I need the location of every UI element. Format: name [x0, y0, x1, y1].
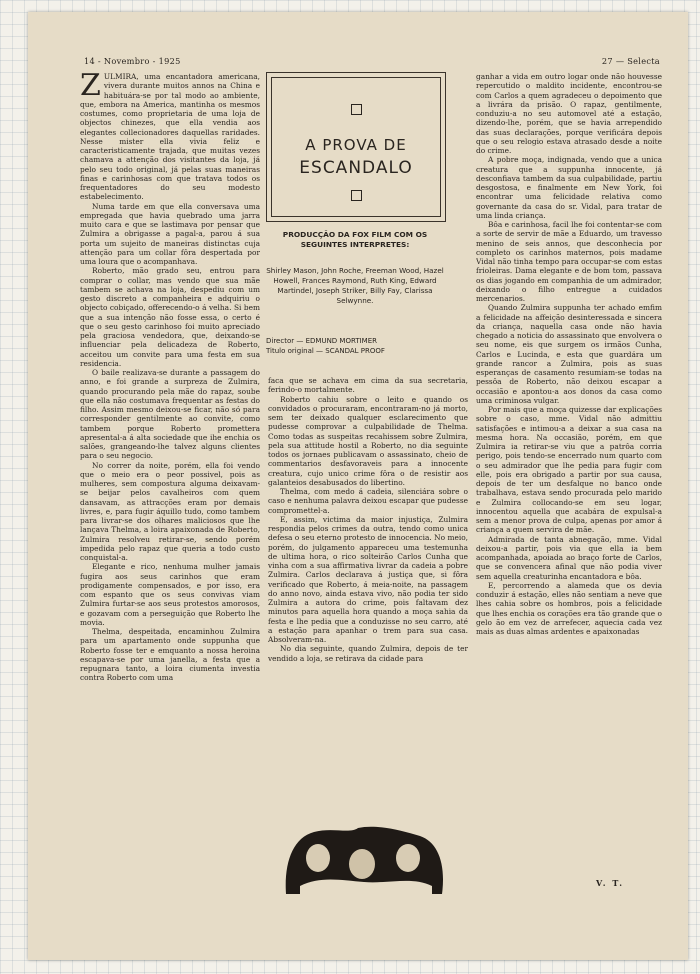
paragraph: A pobre moça, indignada, vendo que a unica creatura que a suppunha innocente, já desconfiava tambem da sua culpabilidade, partiu desgostosa, e finalmente em New York, foi encontrar uma felicidade relativa como governante da casa do sr. Vidal, para tratar de uma linda criança. — [476, 155, 662, 220]
paragraph: O baile realizava-se durante a passagem do anno, e foi grande a surpreza de Zulmira, quando procurando pela mãe do rapaz, soube que ella não costumava frequentar as festas do filho. Assim mesmo deixou-se ficar, não só para corresponder gentilmente ao convite, como tambem porque Roberto promettera apresental-a á alta sociedade que ihe enchia os salões, grangeando-lhe talvez alguns clientes para o seu negocio. — [80, 368, 260, 461]
paragraph: Bôa e carinhosa, facil lhe foi contentar-se com a sorte de servir de mãe a Eduardo, um travesso menino de seis annos, que desconhecia por completo os carinhos maternos, pois madame Vidal não tinha tempo para occupar-se com estas frioleiras. Dama elegante e de bom tom, passava os dias jogando em companhia de um admirador, deixando o filho entregue a cuidados mercenarios. — [476, 220, 662, 303]
drop-cap: Z — [80, 72, 101, 103]
original-title: SCANDAL PROOF — [325, 347, 385, 355]
title-box — [266, 72, 446, 222]
paragraph: Admirada de tanta abnegação, mme. Vidal deixou-a partir, pois via que ella ia bem acompanhada, apoiada ao braço forte de Carlos, que se convencera afinal que não podia viver sem aquella creaturinha encantadora e bôa. — [476, 534, 662, 581]
paragraph: faca que se achava em cima da sua secretaria, ferindo-o mortalmente. — [268, 376, 468, 395]
paragraph: Por mais que a moça quizesse dar explicações sobre o caso, mme. Vidal não admittiu satisfações e intimou-a a deixar a sua casa na mesma hora. Na occasião, porém, em que Zulmira ia retirar-se viu que a patrôa corria perigo, pois tendo-se encerrado num quarto com o seu admirador que lhe pedia para fugir com elle, pois era obrigado a partir por sua causa, depois de ter um desfalque no banco onde trabalhava, estava sendo procurada pelo marido e Zulmira collocando-se em seu logar, innocentou aquella que acabára de expulsal-a sem a menor prova de culpa, apenas por amor á criança a quem servira de mãe. — [476, 405, 662, 535]
magazine-page — [28, 12, 688, 960]
paragraph: E, percorrendo a alameda que os devia conduzir á estação, elles não sentiam a neve que lhes cahia sobre os hombros, pois a felicidade que lhes enchia os corações era tão grande que o gelo ão em vez de arrefecer, aquecia cada vez mais as duas almas ardentes e apaixonadas — [476, 580, 662, 636]
paragraph: ganhar a vida em outro logar onde não houvesse repercutido o maldito incidente, encontrou-se com Carlos a quem agradeceu o depoimento que a livrára da prisão. O rapaz, gentilmente, conduziu-a no seu automovel até a estação, dizendo-lhe, porém, que se havia arrependido das suas declarações, porque verificára depois que o seu relogio estava atrasado desde a noite do crime. — [476, 72, 662, 155]
film-still-illustration — [280, 824, 448, 900]
story-title-line2: ESCANDALO — [299, 158, 413, 178]
author-signature: V. T. — [596, 878, 625, 888]
paragraph: Quando Zulmira suppunha ter achado emfim a felicidade na affeição desinteressada e sincera da criança, naquella casa onde não havia chegado a noticia do assassinato que envolvera o seu nome, eis que surgem os irmãos Cunha, Carlos e Lucinda, e esta que guardára um grande rancor a Zulmira, pois as suas esperanças de casamento resumiam-se todas na pessôa de Roberto, não deixou escapar a occasião e apontou-a aos donos da casa como uma criminosa vulgar. — [476, 303, 662, 405]
paragraph: No dia seguinte, quando Zulmira, depois de ter vendido a loja, se retirava da cidade para — [268, 644, 468, 663]
paragraph: ULMIRA, uma encantadora americana, vivera durante muitos annos na China e habituára-se por tal modo ao ambiente, que, embora na America, mantinha os mesmos costumes, como proprietaria de uma loja de objectos chinezes, que ella vendia aos elegantes collecionadores daquellas raridades. Nesse mister ella vivia feliz e caracteristicamente trajada, que muitas vezes chamava a attenção dos visitantes da loja, já pelo seu todo original, já pelas suas maneiras finas e carinhosas com que tratava todos os frequentadores do seu modesto estabelecimento. — [80, 72, 260, 202]
film-credits — [266, 336, 448, 356]
cast-list: Shirley Mason, John Roche, Freeman Wood, Hazel Howell, Frances Raymond, Ruth King, Edward Martindel, Joseph Striker, Billy Fay, Clarissa Selwynne. — [266, 266, 444, 305]
paragraph: Elegante e rico, nenhuma mulher jamais fugira aos seus carinhos que eram prodigamente compensados, e por isso, era com espanto que os seus convivas viam Zulmira furtar-se aos seus protestos amorosos, e gozavam com a perseguição que Roberto lhe movia. — [80, 562, 260, 627]
story-title-line1: A PROVA DE — [305, 136, 407, 154]
production-credit: PRODUCÇÃO DA FOX FILM COM OS SEGUINTES INTERPRETES: — [282, 230, 428, 249]
text-column-1 — [80, 72, 260, 904]
paragraph: Roberto, mão grado seu, entrou para comprar o collar, mas vendo que sua mãe tambem se achava na loja, despediu com um gesto discreto a companheira e adquiriu o objecto cobiçado, offerecendo-o á velha. Si bem que a sua intenção não fosse essa, o certo é que o seu gesto carinhoso foi muito apreciado pela graciosa vendedora, que, deixando-se influenciar pela delicadeza de Roberto, acceitou um convite para uma festa em sua residencia. — [80, 266, 260, 368]
text-column-2 — [268, 376, 468, 716]
text-column-3 — [476, 72, 662, 892]
paragraph: Thelma, despeitada, encaminhou Zulmira para um apartamento onde suppunha que Roberto fosse ter e emquanto a nossa heroina escapava-se por uma janella, a festa que a repugnara tanto, a loira ciumenta investia contra Roberto com uma — [80, 627, 260, 683]
paragraph: No correr da noite, porém, ella foi vendo que o meio era o peor possivel, pois as mulheres, sem compostura alguma deixavam-se beijar pelos cavalheiros com quem dansavam, as attracções eram por demais livres, e, para fugir áquillo tudo, como tambem para livrar-se dos olhares maliciosos que lhe lançava Thelma, a loira apaixonada de Roberto, Zulmira resolveu retirar-se, sendo porém impedida pelo rapaz que queria a todo custo conquistal-a. — [80, 460, 260, 562]
director-label: Director — — [266, 337, 304, 345]
director-name: EDMUND MORTIMER — [305, 337, 377, 345]
paragraph: Roberto cahiu sobre o leito e quando os convidados o procuraram, encontraram-no já morto, sem ter deixado qualquer esclarecimento que pudesse comprovar a culpabilidade de Thelma. Como todas as suspeitas recahissem sobre Zulmira, pela sua attitude hostil a Roberto, no dia seguinte todos os jornaes publicavam o assassinato, cheio de commentarios desfavoraveis para a innocente creatura, cujo unico crime fôra o de resistir aos galanteios desabusados do libertino. — [268, 394, 468, 487]
square-ornament-bottom — [351, 190, 362, 201]
original-title-label: Titulo original — — [266, 347, 324, 355]
page-date: 14 - Novembro - 1925 — [84, 56, 181, 66]
paragraph: Numa tarde em que ella conversava uma empregada que havia quebrado uma jarra muito cara e que se lastimava por pensar que Zulmira a obrigasse a pagal-a, parou á sua porta um sujeito de maneiras distinctas cuja attenção para um collar fôra despertada por uma loura que o acompanhava. — [80, 201, 260, 266]
paragraph: E, assim, victima da maior injustiça, Zulmira respondia pelos crimes da outra, tendo como unica defesa o seu eterno protesto de innocencia. No meio, porém, do julgamento appareceu uma testemunha de ultima hora, o rico solteirão Carlos Cunha que vinha com a sua affirmativa livrar da cadeia a pobre Zulmira. Carlos declarava á justiça que, si fôra verificado que Roberto, á meia-noite, na passagem do anno novo, ainda estava vivo, não podia ter sido Zulmira a autora do crime, pois faltavam dez minutos para aquella hora quando a moça sahia da festa e lhe pedia que a conduzisse no seu carro, até a estação para apanhar o trem para sua casa. Absolveram-na. — [268, 514, 468, 644]
paragraph: Thelma, com medo á cadeia, silenciára sobre o caso e nenhuma palavra deixou escapar que pudesse compromettel-a. — [268, 487, 468, 515]
page-number: 27 — Selecta — [601, 56, 660, 66]
square-ornament-top — [351, 104, 362, 115]
